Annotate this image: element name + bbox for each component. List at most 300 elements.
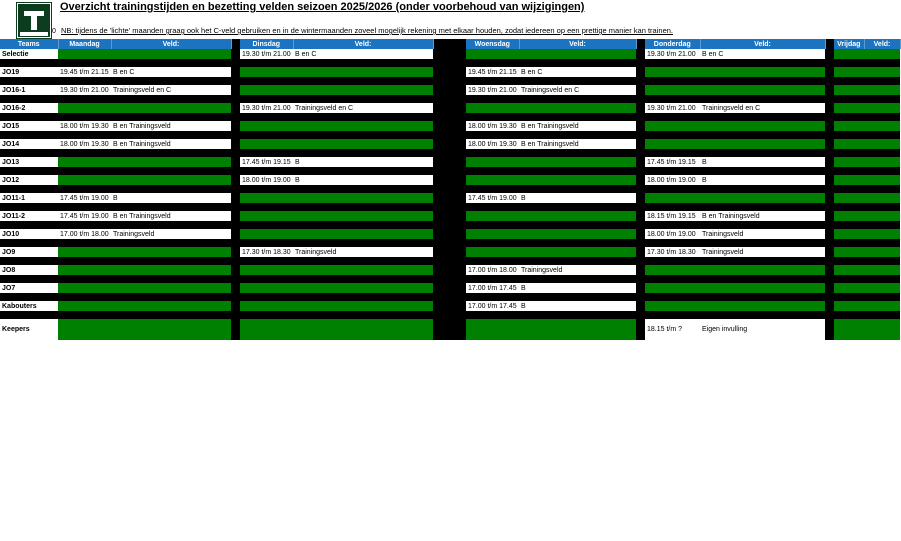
time-cell[interactable]: 18.00 t/m 19.00 — [645, 175, 700, 185]
field-cell[interactable] — [864, 265, 900, 275]
column-separator — [636, 139, 645, 149]
time-cell[interactable] — [240, 85, 293, 95]
field-cell[interactable]: B en Trainingsveld — [519, 121, 636, 131]
column-separator — [636, 301, 645, 311]
time-cell[interactable] — [466, 229, 519, 239]
time-cell[interactable] — [240, 283, 293, 293]
time-cell[interactable]: 17.45 t/m 19.00 — [466, 193, 519, 203]
row-spacer — [0, 131, 900, 139]
field-cell[interactable] — [293, 121, 433, 131]
team-name: JO12 — [0, 175, 58, 185]
team-row — [0, 121, 900, 131]
column-separator — [231, 265, 240, 275]
field-cell[interactable] — [864, 49, 900, 59]
time-cell[interactable] — [58, 175, 111, 185]
time-cell[interactable]: 17.00 t/m 18.00 — [58, 229, 111, 239]
field-cell[interactable] — [700, 121, 825, 131]
field-cell[interactable]: B en C — [293, 49, 433, 59]
field-cell[interactable]: Trainingsveld — [111, 229, 231, 239]
field-cell[interactable]: B — [519, 301, 636, 311]
column-separator — [825, 39, 834, 49]
column-separator — [636, 67, 645, 77]
field-cell[interactable] — [700, 85, 825, 95]
column-separator — [825, 139, 834, 149]
row-spacer — [0, 257, 900, 265]
field-cell[interactable] — [864, 301, 900, 311]
spacer-cell — [0, 203, 900, 211]
logo-foot — [20, 32, 48, 36]
team-row — [0, 157, 900, 167]
header-veld-woensdag: Veld: — [519, 39, 636, 49]
header-teams: Teams — [0, 39, 58, 49]
spacer-cell — [0, 77, 900, 85]
field-cell[interactable] — [519, 157, 636, 167]
field-cell[interactable] — [864, 157, 900, 167]
team-name: JO13 — [0, 157, 58, 167]
column-separator — [433, 49, 466, 59]
team-name: JO7 — [0, 283, 58, 293]
field-cell[interactable] — [519, 103, 636, 113]
row-spacer — [0, 113, 900, 121]
field-cell[interactable] — [111, 319, 231, 340]
time-cell[interactable] — [834, 301, 864, 311]
team-name: JO10 — [0, 229, 58, 239]
time-cell[interactable]: 19.30 t/m 21.00 — [240, 103, 293, 113]
column-separator — [231, 157, 240, 167]
column-separator — [231, 211, 240, 221]
field-cell[interactable] — [111, 49, 231, 59]
column-separator — [636, 157, 645, 167]
field-cell[interactable] — [864, 211, 900, 221]
team-name: JO19 — [0, 67, 58, 77]
field-cell[interactable] — [700, 193, 825, 203]
time-cell[interactable]: 17.00 t/m 18.00 — [466, 265, 519, 275]
field-cell[interactable]: Trainingsveld en C — [293, 103, 433, 113]
column-separator — [636, 211, 645, 221]
row-spacer — [0, 203, 900, 211]
column-separator — [636, 103, 645, 113]
field-cell[interactable]: B en Trainingsveld — [700, 211, 825, 221]
time-cell[interactable] — [834, 49, 864, 59]
field-cell[interactable] — [519, 247, 636, 257]
field-cell[interactable] — [519, 49, 636, 59]
field-cell[interactable] — [293, 319, 433, 340]
column-separator — [231, 49, 240, 59]
column-separator — [636, 175, 645, 185]
field-cell[interactable] — [111, 175, 231, 185]
row-spacer — [0, 149, 900, 157]
spacer-cell — [0, 311, 900, 319]
column-separator — [231, 193, 240, 203]
field-cell[interactable] — [864, 175, 900, 185]
column-separator — [825, 157, 834, 167]
spacer-cell — [0, 95, 900, 103]
time-cell[interactable]: 18.00 t/m 19.00 — [645, 229, 700, 239]
column-separator — [825, 121, 834, 131]
time-cell[interactable]: 18.15 t/m ? — [645, 319, 700, 340]
cell-marker: 0 — [52, 28, 56, 35]
team-row — [0, 229, 900, 239]
field-cell[interactable] — [700, 265, 825, 275]
time-cell[interactable] — [240, 211, 293, 221]
column-separator — [231, 39, 240, 49]
field-cell[interactable]: Trainingsveld — [519, 265, 636, 275]
row-spacer — [0, 221, 900, 229]
column-separator — [231, 139, 240, 149]
time-cell[interactable]: 19.30 t/m 21.00 — [58, 85, 111, 95]
column-separator — [825, 229, 834, 239]
time-cell[interactable] — [645, 67, 700, 77]
field-cell[interactable] — [864, 103, 900, 113]
field-cell[interactable]: Eigen invulling — [700, 319, 825, 340]
team-name: JO11-1 — [0, 193, 58, 203]
field-cell[interactable]: B — [293, 175, 433, 185]
time-cell[interactable] — [58, 301, 111, 311]
field-cell[interactable] — [111, 247, 231, 257]
column-separator — [433, 85, 466, 95]
column-separator — [231, 283, 240, 293]
column-separator — [636, 193, 645, 203]
team-name: JO8 — [0, 265, 58, 275]
row-spacer — [0, 293, 900, 301]
column-separator — [433, 247, 466, 257]
column-separator — [825, 175, 834, 185]
time-cell[interactable] — [58, 247, 111, 257]
club-logo — [17, 3, 51, 38]
spacer-cell — [0, 257, 900, 265]
field-cell[interactable]: Trainingsveld — [700, 247, 825, 257]
header-veld-vrijdag: Veld: — [864, 39, 900, 49]
field-cell[interactable] — [864, 247, 900, 257]
field-cell[interactable] — [864, 283, 900, 293]
time-cell[interactable] — [240, 319, 293, 340]
time-cell[interactable] — [240, 139, 293, 149]
page-title: Overzicht trainingstijden en bezetting velden seizoen 2025/2026 (onder voorbehoud van wijzigingen) — [60, 1, 585, 13]
time-cell[interactable] — [834, 229, 864, 239]
time-cell[interactable] — [58, 49, 111, 59]
field-cell[interactable]: B — [111, 193, 231, 203]
field-cell[interactable]: Trainingsveld en C — [111, 85, 231, 95]
column-separator — [433, 175, 466, 185]
time-cell[interactable]: 19.30 t/m 21.00 — [645, 103, 700, 113]
time-cell[interactable] — [58, 265, 111, 275]
column-separator — [636, 39, 645, 49]
time-cell[interactable] — [834, 157, 864, 167]
time-cell[interactable]: 17.45 t/m 19.15 — [645, 157, 700, 167]
time-cell[interactable] — [834, 247, 864, 257]
row-spacer — [0, 167, 900, 175]
field-cell[interactable] — [700, 67, 825, 77]
column-separator — [433, 139, 466, 149]
column-separator — [825, 247, 834, 257]
header-veld-dinsdag: Veld: — [293, 39, 433, 49]
field-cell[interactable] — [519, 211, 636, 221]
time-cell[interactable]: 19.30 t/m 21.00 — [240, 49, 293, 59]
team-row — [0, 283, 900, 293]
team-row — [0, 301, 900, 311]
spacer-cell — [0, 167, 900, 175]
column-separator — [825, 301, 834, 311]
team-row — [0, 193, 900, 203]
time-cell[interactable] — [645, 85, 700, 95]
field-cell[interactable]: B — [519, 283, 636, 293]
field-cell[interactable] — [293, 265, 433, 275]
row-spacer — [0, 77, 900, 85]
field-cell[interactable] — [864, 319, 900, 340]
column-separator — [433, 229, 466, 239]
time-cell[interactable] — [58, 283, 111, 293]
time-cell[interactable] — [834, 265, 864, 275]
field-cell[interactable] — [293, 139, 433, 149]
column-separator — [825, 85, 834, 95]
time-cell[interactable] — [466, 211, 519, 221]
field-cell[interactable] — [111, 157, 231, 167]
team-row — [0, 85, 900, 95]
column-separator — [825, 319, 834, 340]
field-cell[interactable] — [864, 121, 900, 131]
team-name: JO11-2 — [0, 211, 58, 221]
field-cell[interactable] — [293, 229, 433, 239]
header-day-vrijdag: Vrijdag — [834, 39, 864, 49]
field-cell[interactable] — [111, 301, 231, 311]
field-cell[interactable] — [864, 67, 900, 77]
spacer-cell — [0, 221, 900, 229]
time-cell[interactable]: 17.30 t/m 18.30 — [645, 247, 700, 257]
column-separator — [825, 211, 834, 221]
time-cell[interactable] — [834, 67, 864, 77]
field-cell[interactable] — [293, 67, 433, 77]
spacer-cell — [0, 113, 900, 121]
time-cell[interactable] — [834, 175, 864, 185]
field-cell[interactable]: B — [293, 157, 433, 167]
field-cell[interactable] — [293, 283, 433, 293]
time-cell[interactable]: 18.00 t/m 19.30 — [58, 121, 111, 131]
field-cell[interactable] — [700, 301, 825, 311]
time-cell[interactable]: 18.00 t/m 19.30 — [466, 139, 519, 149]
time-cell[interactable]: 18.00 t/m 19.00 — [240, 175, 293, 185]
field-cell[interactable]: B — [519, 193, 636, 203]
time-cell[interactable] — [240, 229, 293, 239]
column-separator — [825, 283, 834, 293]
column-separator — [231, 229, 240, 239]
team-name: JO15 — [0, 121, 58, 131]
time-cell[interactable] — [240, 265, 293, 275]
time-cell[interactable] — [466, 319, 519, 340]
field-cell[interactable] — [519, 319, 636, 340]
team-row — [0, 211, 900, 221]
row-spacer — [0, 239, 900, 247]
time-cell[interactable] — [834, 193, 864, 203]
time-cell[interactable] — [645, 301, 700, 311]
time-cell[interactable] — [240, 67, 293, 77]
time-cell[interactable]: 19.45 t/m 21.15 — [466, 67, 519, 77]
time-cell[interactable] — [58, 103, 111, 113]
time-cell[interactable]: 17.45 t/m 19.15 — [240, 157, 293, 167]
column-separator — [636, 265, 645, 275]
field-cell[interactable] — [293, 211, 433, 221]
header-day-maandag: Maandag — [58, 39, 111, 49]
field-cell[interactable]: B — [700, 175, 825, 185]
column-separator — [231, 301, 240, 311]
column-separator — [231, 121, 240, 131]
header-day-donderdag: Donderdag — [645, 39, 700, 49]
column-separator — [825, 49, 834, 59]
time-cell[interactable]: 17.45 t/m 19.00 — [58, 193, 111, 203]
row-spacer — [0, 95, 900, 103]
field-cell[interactable]: B en C — [111, 67, 231, 77]
team-row — [0, 103, 900, 113]
page-note: NB: tijdens de 'lichte' maanden graag ook het C-veld gebruiken en in de wintermaanden zoveel mogelijk rekening met elkaar houden, zodat iedereen op een prettige manier kan trainen. — [61, 26, 673, 35]
field-cell[interactable] — [111, 103, 231, 113]
time-cell[interactable] — [466, 175, 519, 185]
time-cell[interactable] — [240, 301, 293, 311]
field-cell[interactable] — [864, 139, 900, 149]
time-cell[interactable]: 19.45 t/m 21.15 — [58, 67, 111, 77]
team-row — [0, 247, 900, 257]
spacer-cell — [0, 185, 900, 193]
column-separator — [231, 103, 240, 113]
column-separator — [825, 265, 834, 275]
column-separator — [433, 157, 466, 167]
time-cell[interactable] — [645, 121, 700, 131]
team-name: JO14 — [0, 139, 58, 149]
field-cell[interactable]: B en C — [700, 49, 825, 59]
team-name: Selectie — [0, 49, 58, 59]
time-cell[interactable] — [645, 139, 700, 149]
time-cell[interactable] — [58, 319, 111, 340]
field-cell[interactable]: B en Trainingsveld — [111, 121, 231, 131]
row-spacer — [0, 275, 900, 283]
time-cell[interactable]: 17.00 t/m 17.45 — [466, 283, 519, 293]
spacer-cell — [0, 59, 900, 67]
column-separator — [433, 211, 466, 221]
field-cell[interactable] — [519, 175, 636, 185]
field-cell[interactable] — [111, 265, 231, 275]
team-name: JO16-1 — [0, 85, 58, 95]
column-separator — [433, 265, 466, 275]
time-cell[interactable] — [466, 247, 519, 257]
time-cell[interactable]: 19.30 t/m 21.00 — [466, 85, 519, 95]
field-cell[interactable]: Trainingsveld — [700, 229, 825, 239]
field-cell[interactable]: Trainingsveld en C — [519, 85, 636, 95]
time-cell[interactable] — [645, 283, 700, 293]
spacer-cell — [0, 239, 900, 247]
field-cell[interactable]: Trainingsveld en C — [700, 103, 825, 113]
header-row — [0, 39, 900, 49]
time-cell[interactable] — [466, 49, 519, 59]
spacer-cell — [0, 131, 900, 139]
time-cell[interactable] — [834, 85, 864, 95]
column-separator — [231, 319, 240, 340]
team-name: JO9 — [0, 247, 58, 257]
field-cell[interactable] — [519, 229, 636, 239]
team-name: Kabouters — [0, 301, 58, 311]
time-cell[interactable] — [58, 157, 111, 167]
time-cell[interactable]: 18.00 t/m 19.30 — [466, 121, 519, 131]
row-spacer — [0, 59, 900, 67]
field-cell[interactable] — [293, 85, 433, 95]
time-cell[interactable] — [834, 103, 864, 113]
field-cell[interactable]: B en C — [519, 67, 636, 77]
field-cell[interactable] — [864, 85, 900, 95]
column-separator — [636, 283, 645, 293]
time-cell[interactable]: 19.30 t/m 21.00 — [645, 49, 700, 59]
time-cell[interactable]: 17.45 t/m 19.00 — [58, 211, 111, 221]
time-cell[interactable]: 18.15 t/m 19.15 — [645, 211, 700, 221]
time-cell[interactable]: 17.30 t/m 18.30 — [240, 247, 293, 257]
time-cell[interactable]: 18.00 t/m 19.30 — [58, 139, 111, 149]
column-separator — [231, 67, 240, 77]
column-separator — [231, 85, 240, 95]
header-veld-donderdag: Veld: — [700, 39, 825, 49]
team-name: Keepers — [0, 319, 58, 340]
header-day-woensdag: Woensdag — [466, 39, 519, 49]
time-cell[interactable] — [240, 193, 293, 203]
team-row — [0, 175, 900, 185]
team-row — [0, 139, 900, 149]
field-cell[interactable]: B en Trainingsveld — [111, 139, 231, 149]
time-cell[interactable] — [834, 319, 864, 340]
column-separator — [825, 67, 834, 77]
column-separator — [636, 247, 645, 257]
team-row — [0, 319, 900, 340]
column-separator — [433, 283, 466, 293]
field-cell[interactable] — [864, 229, 900, 239]
field-cell[interactable] — [700, 139, 825, 149]
column-separator — [231, 247, 240, 257]
column-separator — [433, 67, 466, 77]
time-cell[interactable] — [834, 121, 864, 131]
time-cell[interactable] — [834, 283, 864, 293]
column-separator — [433, 39, 466, 49]
time-cell[interactable] — [466, 103, 519, 113]
column-separator — [636, 229, 645, 239]
time-cell[interactable] — [240, 121, 293, 131]
team-row — [0, 265, 900, 275]
column-separator — [231, 175, 240, 185]
field-cell[interactable] — [864, 193, 900, 203]
column-separator — [433, 319, 466, 340]
field-cell[interactable] — [293, 193, 433, 203]
column-separator — [636, 49, 645, 59]
spacer-cell — [0, 275, 900, 283]
column-separator — [433, 103, 466, 113]
header-veld-maandag: Veld: — [111, 39, 231, 49]
field-cell[interactable]: B en Trainingsveld — [519, 139, 636, 149]
column-separator — [636, 85, 645, 95]
field-cell[interactable]: B — [700, 157, 825, 167]
column-separator — [433, 301, 466, 311]
spacer-cell — [0, 149, 900, 157]
time-cell[interactable] — [645, 265, 700, 275]
field-cell[interactable] — [111, 283, 231, 293]
schedule-table — [0, 39, 901, 340]
team-row — [0, 49, 900, 59]
field-cell[interactable] — [293, 301, 433, 311]
column-separator — [825, 103, 834, 113]
row-spacer — [0, 185, 900, 193]
time-cell[interactable] — [834, 211, 864, 221]
time-cell[interactable] — [466, 157, 519, 167]
time-cell[interactable] — [834, 139, 864, 149]
time-cell[interactable]: 17.00 t/m 17.45 — [466, 301, 519, 311]
field-cell[interactable]: Trainingsveld — [293, 247, 433, 257]
column-separator — [433, 121, 466, 131]
field-cell[interactable]: B en Trainingsveld — [111, 211, 231, 221]
field-cell[interactable] — [700, 283, 825, 293]
time-cell[interactable] — [645, 193, 700, 203]
spacer-cell — [0, 293, 900, 301]
